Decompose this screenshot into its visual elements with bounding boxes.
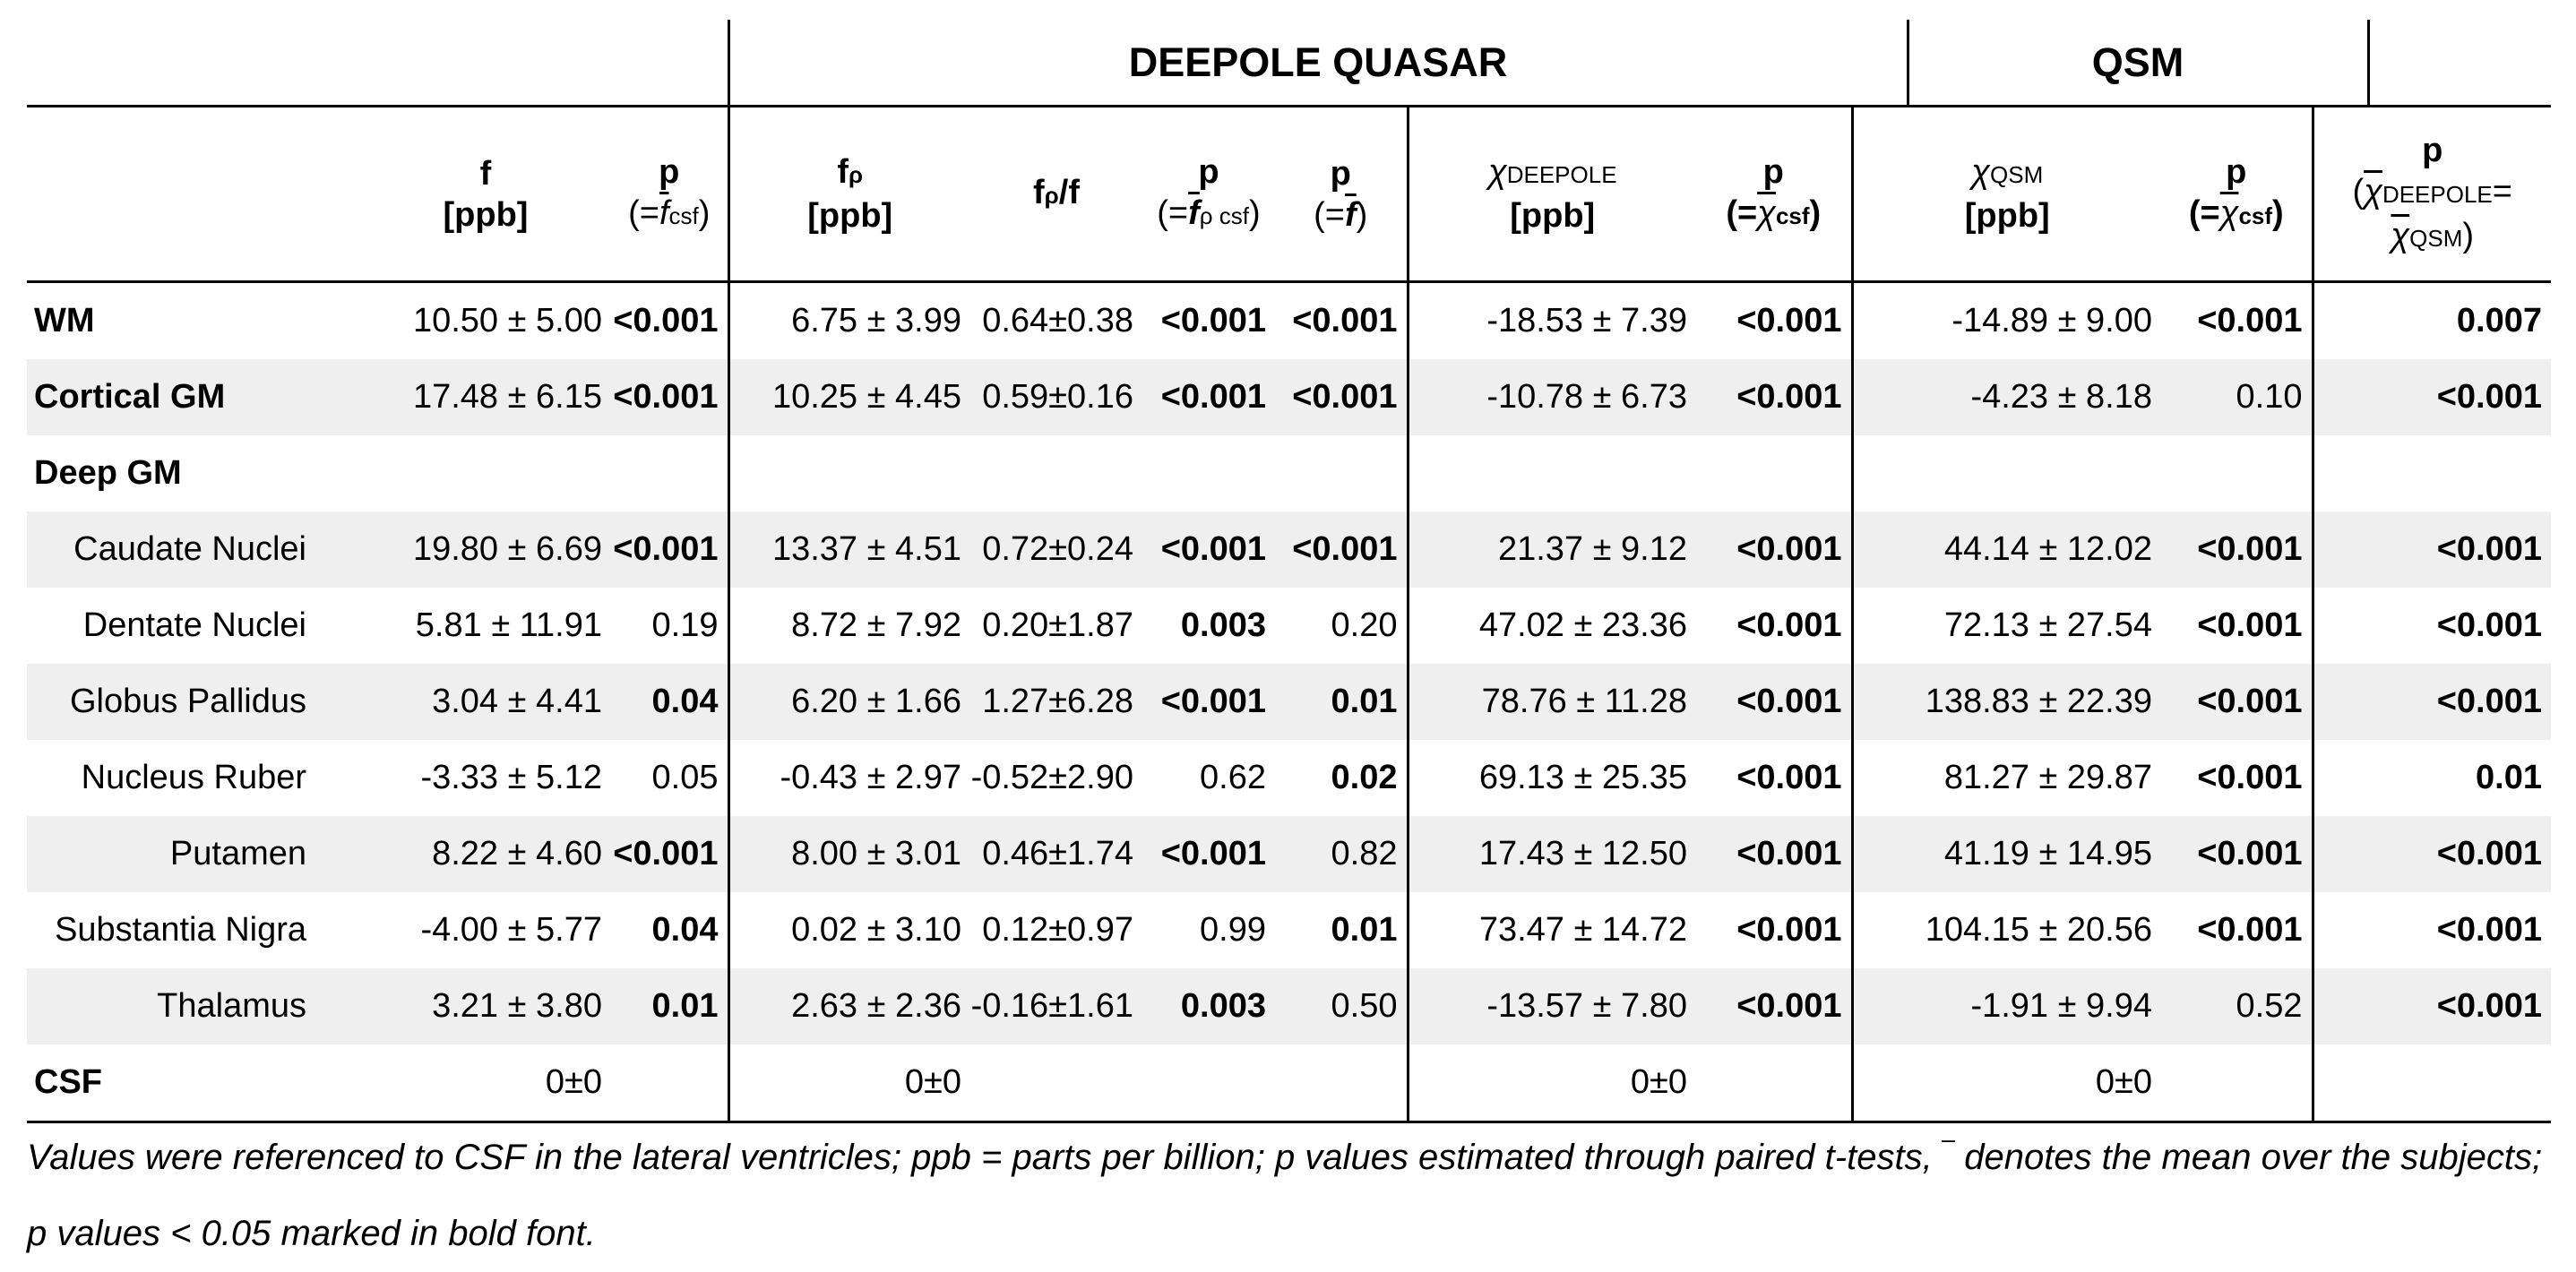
table-cell	[2161, 435, 2313, 511]
table-cell: 0.52	[2161, 968, 2313, 1044]
table-row	[27, 740, 2551, 816]
column-header-row	[27, 107, 2551, 282]
table-row	[27, 892, 2551, 968]
table-cell: <0.001	[2313, 359, 2551, 435]
header-frho: fρ [ppb]	[728, 107, 970, 282]
table-row	[27, 816, 2551, 892]
table-cell: 0.05	[651, 759, 719, 796]
table-cell: 47.02 ± 23.36	[1408, 588, 1696, 664]
table-cell: <0.001	[1736, 759, 1842, 796]
table-cell: 0.99	[1200, 911, 1266, 949]
table-cell: 0.19	[651, 606, 719, 644]
table-cell: 0.62	[1200, 759, 1266, 796]
row-label: Putamen	[27, 816, 360, 892]
table-cell: 0.12±0.97	[982, 911, 1133, 949]
table-cell: <0.001	[1696, 816, 1852, 892]
table-cell: <0.001	[1736, 911, 1842, 949]
table-row	[27, 435, 2551, 511]
table-cell: 8.00 ± 3.01	[728, 816, 970, 892]
table-cell: 0±0	[360, 1044, 611, 1122]
table-cell: <0.001	[1696, 664, 1852, 740]
table-cell: -4.00 ± 5.77	[420, 911, 602, 949]
row-label: Cortical GM	[27, 359, 360, 435]
table-cell: <0.001	[2313, 816, 2551, 892]
table-cell: 0.72±0.24	[970, 511, 1142, 588]
table-cell: <0.001	[2197, 759, 2303, 796]
table-cell: 13.37 ± 4.51	[728, 511, 970, 588]
table-cell	[2161, 1044, 2313, 1122]
table-cell: 5.81 ± 11.91	[415, 606, 602, 644]
divider-qsm-left-top	[1907, 20, 1909, 107]
table-cell: 78.76 ± 11.28	[1408, 664, 1696, 740]
table-cell: 0±0	[728, 1044, 970, 1122]
table-cell: 0.04	[611, 664, 728, 740]
row-label: Nucleus Ruber	[81, 759, 306, 796]
header-p-frhocsf: p ($=\overline{f}\rho$ csf)	[1142, 107, 1275, 282]
row-label: Globus Pallidus	[27, 664, 360, 740]
header-f: f [ppb]	[360, 107, 611, 282]
table-cell: 0.02	[1331, 759, 1398, 796]
table-row	[27, 664, 2551, 740]
table-cell: 17.48 ± 6.15	[360, 359, 611, 435]
table-cell	[611, 1044, 728, 1122]
table-cell	[2313, 435, 2551, 511]
table-cell	[1696, 1044, 1852, 1122]
table-cell: <0.001	[1275, 511, 1408, 588]
table-cell: 0.20±1.87	[982, 606, 1133, 644]
table-row	[27, 1044, 2551, 1122]
table-cell: <0.001	[1275, 359, 1408, 435]
table-cell: -13.57 ± 7.80	[1408, 968, 1696, 1044]
table-cell	[1142, 1044, 1275, 1122]
table-cell: 2.63 ± 2.36	[728, 968, 970, 1044]
table-cell: 0.46±1.74	[970, 816, 1142, 892]
header-p-deepole-vs-qsm: p ($\overline{\chi}DEEPOLE=$ $\overline{\chi}QSM$)	[2313, 107, 2551, 282]
header-chi-deepole: χDEEPOLE [ppb]	[1408, 107, 1696, 282]
table-cell: <0.001	[1160, 302, 1266, 339]
header-p-chiqsm-csf: p $(=\overline{\chi}csf)$	[2161, 107, 2313, 282]
table-cell: 0.10	[2161, 359, 2313, 435]
table-cell	[1408, 435, 1696, 511]
table-cell: 17.43 ± 12.50	[1408, 816, 1696, 892]
table-row	[27, 359, 2551, 435]
table-cell: -4.23 ± 8.18	[1852, 359, 2161, 435]
header-p-chicsf: p $(=\overline{\chi}csf)$	[1696, 107, 1852, 282]
table-cell: 138.83 ± 22.39	[1852, 664, 2161, 740]
table-cell: 73.47 ± 14.72	[1408, 892, 1696, 968]
table-cell: 0.20	[1331, 606, 1398, 644]
table-cell	[1275, 435, 1408, 511]
table-cell	[360, 435, 611, 511]
table-cell: 0.01	[611, 968, 728, 1044]
table-cell: 6.75 ± 3.99	[728, 282, 970, 360]
table-cell: <0.001	[2197, 606, 2303, 644]
table-cell: 0.003	[1142, 968, 1275, 1044]
table-cell: 0.003	[1180, 606, 1266, 644]
table-cell: 0.64±0.38	[982, 302, 1133, 339]
table-cell: <0.001	[1142, 511, 1275, 588]
table-cell: 69.13 ± 25.35	[1408, 740, 1696, 816]
header-p-f: p $(=\overline{f})$	[1275, 107, 1408, 282]
table-cell: 3.21 ± 3.80	[360, 968, 611, 1044]
table-cell	[1142, 435, 1275, 511]
table-body	[27, 282, 2551, 1122]
divider-final-left-top	[2367, 20, 2370, 107]
table-cell: 81.27 ± 29.87	[1852, 740, 2161, 816]
table-cell: 0.02 ± 3.10	[728, 892, 970, 968]
row-label: Deep GM	[34, 454, 182, 492]
row-label: Caudate Nuclei	[27, 511, 360, 588]
table-cell: -3.33 ± 5.12	[420, 759, 602, 796]
table-cell	[970, 1044, 1142, 1122]
table-cell: <0.001	[2161, 511, 2313, 588]
table-cell: -0.43 ± 2.97	[728, 740, 970, 816]
table-cell: 3.04 ± 4.41	[360, 664, 611, 740]
table-cell: 0±0	[1408, 1044, 1696, 1122]
table-cell: <0.001	[2313, 511, 2551, 588]
table-cell: 0.82	[1275, 816, 1408, 892]
table-cell: <0.001	[1736, 606, 1842, 644]
table-cell: <0.001	[1142, 359, 1275, 435]
table-footnote: Values were referenced to CSF in the lateral ventricles; ppb = parts per billion; p values estimated through paired t-tests, ‾ denotes the mean over the subjects; p values < 0.05 marked in bold font.	[27, 1138, 2543, 1253]
table-cell: 6.20 ± 1.66	[728, 664, 970, 740]
table-cell: <0.001	[1696, 511, 1852, 588]
table-cell: 0.50	[1275, 968, 1408, 1044]
table-cell: <0.001	[611, 359, 728, 435]
table-cell: 1.27±6.28	[970, 664, 1142, 740]
table-cell: <0.001	[2197, 911, 2303, 949]
table-cell: <0.001	[1142, 664, 1275, 740]
header-region	[27, 107, 360, 282]
table-cell: -18.53 ± 7.39	[1408, 282, 1696, 360]
table-cell: <0.001	[2313, 664, 2551, 740]
row-label: CSF	[27, 1044, 360, 1122]
table-cell: 8.72 ± 7.92	[728, 588, 970, 664]
table-cell: <0.001	[1696, 359, 1852, 435]
table-cell: <0.001	[2313, 892, 2551, 968]
table-cell	[611, 435, 728, 511]
table-cell: -1.91 ± 9.94	[1852, 968, 2161, 1044]
table-cell: -14.89 ± 9.00	[1852, 282, 2161, 360]
header-frho-over-f: fρ/f	[970, 107, 1142, 282]
table-cell: 72.13 ± 27.54	[1852, 588, 2161, 664]
table-cell: <0.001	[611, 816, 728, 892]
table-row	[27, 282, 2551, 360]
table-cell: 10.25 ± 4.45	[728, 359, 970, 435]
table-cell: 41.19 ± 14.95	[1852, 816, 2161, 892]
table-cell	[1696, 435, 1852, 511]
header-p-fcsf: p $(=\overline{f}csf)$	[611, 107, 728, 282]
table-cell: 21.37 ± 9.12	[1408, 511, 1696, 588]
table-cell: 8.22 ± 4.60	[360, 816, 611, 892]
table-cell: 0.007	[2313, 282, 2551, 360]
table-cell: 0.04	[651, 911, 719, 949]
table-cell: -10.78 ± 6.73	[1408, 359, 1696, 435]
table-cell: 19.80 ± 6.69	[360, 511, 611, 588]
table-cell: <0.001	[2313, 588, 2551, 664]
table-cell	[970, 435, 1142, 511]
table-cell: <0.001	[1142, 816, 1275, 892]
table-cell: 10.50 ± 5.00	[412, 302, 602, 339]
table-cell: <0.001	[1736, 302, 1842, 339]
table-cell: <0.001	[1292, 302, 1398, 339]
table-cell: -0.16±1.61	[970, 968, 1142, 1044]
group-header-qsm: QSM	[2091, 39, 2184, 85]
row-label: Substantia Nigra	[55, 911, 306, 949]
table-cell: 104.15 ± 20.56	[1852, 892, 2161, 968]
row-label: Thalamus	[27, 968, 360, 1044]
table-cell: <0.001	[613, 302, 719, 339]
row-label: WM	[34, 302, 95, 339]
table-row	[27, 588, 2551, 664]
results-table	[27, 107, 2551, 1123]
table-cell: 0.01	[1331, 911, 1398, 949]
table-cell: <0.001	[2161, 664, 2313, 740]
table-cell: 44.14 ± 12.02	[1852, 511, 2161, 588]
table-cell	[728, 435, 970, 511]
table-row	[27, 968, 2551, 1044]
table-cell: 0.01	[1275, 664, 1408, 740]
table-cell: -0.52±2.90	[970, 759, 1133, 796]
table-cell: <0.001	[2161, 816, 2313, 892]
table-cell	[1275, 1044, 1408, 1122]
table-cell: 0.01	[2313, 740, 2551, 816]
table-cell: 0±0	[1852, 1044, 2161, 1122]
table-cell: <0.001	[1696, 968, 1852, 1044]
table-cell: <0.001	[611, 511, 728, 588]
group-header-deepole-quasar: DEEPOLE QUASAR	[1128, 39, 1508, 85]
table-cell	[1852, 435, 2161, 511]
table-cell	[2313, 1044, 2551, 1122]
table-row	[27, 511, 2551, 588]
header-chi-qsm: χQSM [ppb]	[1852, 107, 2161, 282]
table-cell: <0.001	[2313, 968, 2551, 1044]
table-cell: 0.59±0.16	[970, 359, 1142, 435]
row-label: Dentate Nuclei	[82, 606, 306, 644]
table-cell: <0.001	[2197, 302, 2303, 339]
